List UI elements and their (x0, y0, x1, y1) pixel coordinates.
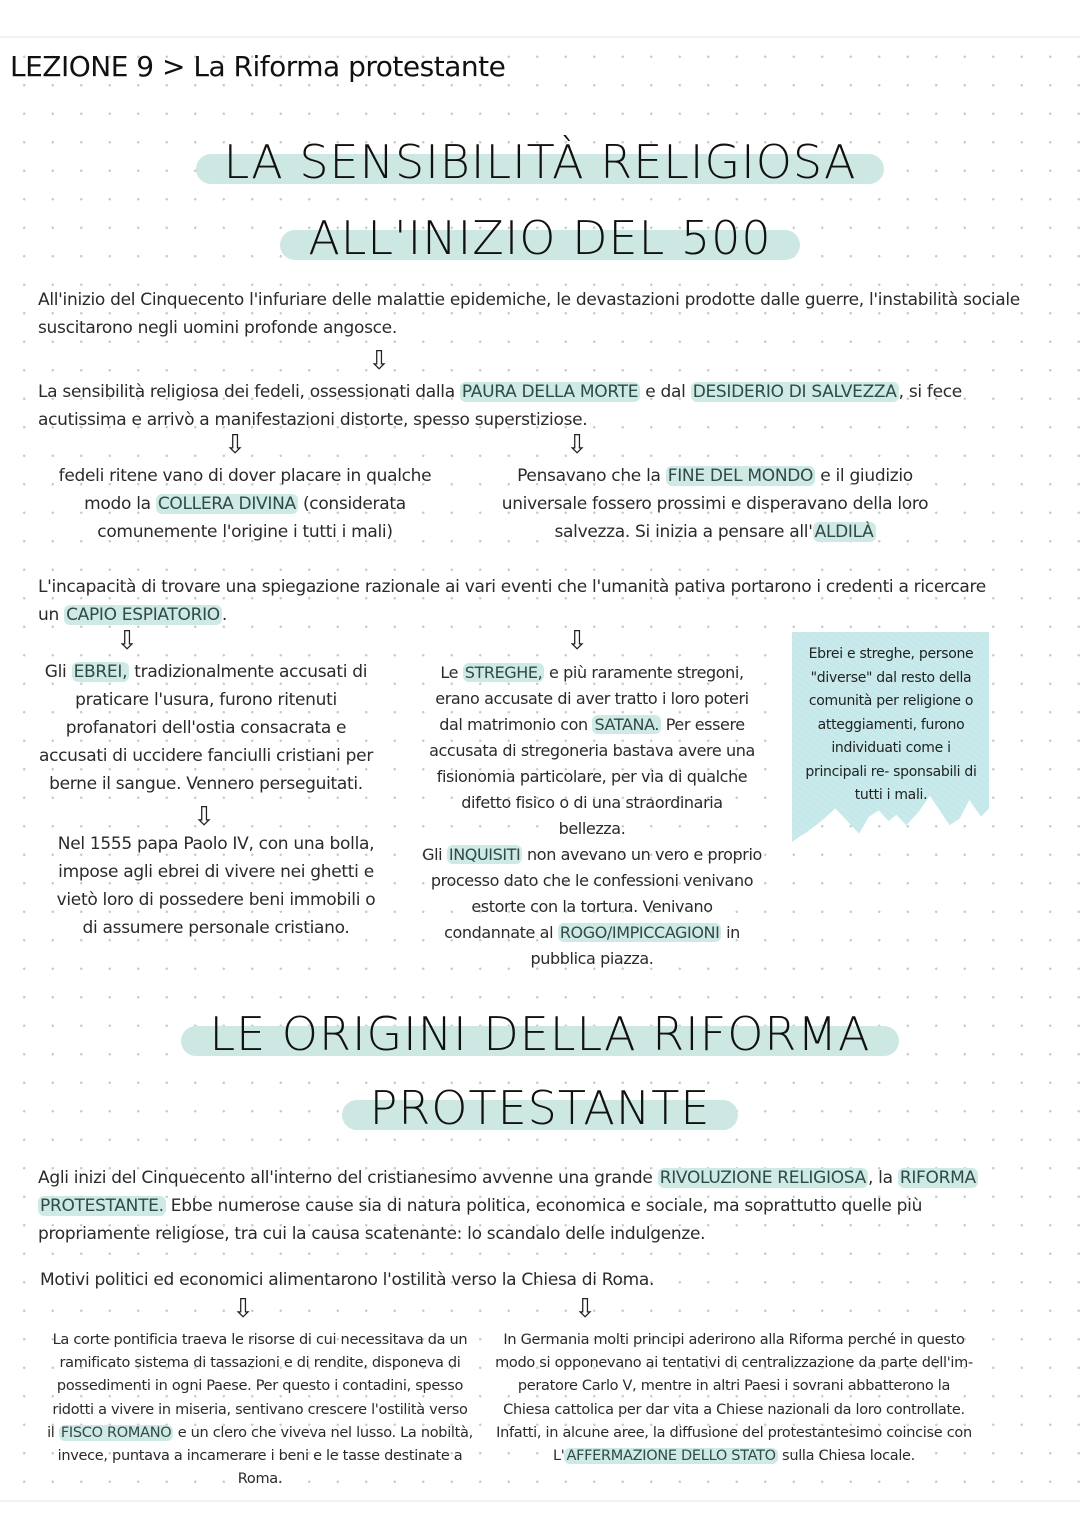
bull-line: di assumere personale cristiano. (82, 918, 350, 938)
right-branch-line3 (480, 518, 950, 546)
left-col-line: La corte pontificia traeva le risorse di cui necessitava da un (52, 1332, 468, 1348)
down-arrow-icon: ⇩ (566, 430, 588, 460)
right-col-line: modo si opponevano ai tentativi di centralizzazione da parte dell'im- (495, 1355, 973, 1372)
note-line: individuati come i (831, 740, 951, 756)
inquisiti-line (412, 842, 772, 868)
left-branch-line1: fedeli ritene vano di dover placare in qualche (58, 466, 432, 486)
highlight-paura-della-morte: PAURA DELLA MORTE (461, 382, 639, 402)
right-branch-line1 (480, 462, 950, 490)
reform-intro-paragraph (38, 1164, 1068, 1248)
witches-line1 (412, 660, 772, 686)
text: La sensibilità religiosa dei fedeli, ossessionati dalla (38, 382, 460, 402)
text: non avevano un vero e proprio (522, 845, 762, 864)
text: Ebbe numerose cause sia di natura politica, economica e sociale, ma soprattutto quelle più (165, 1196, 923, 1216)
text: e più raramente stregoni, (544, 663, 744, 682)
section2-title-line1-wrap (0, 1004, 1080, 1064)
intro-line2: suscitarono negli uomini profonde angosce. (38, 318, 397, 338)
text: Per essere (661, 715, 745, 734)
right-col-line: Infatti, in alcune aree, la diffusione del protestantesimo coincise con (496, 1424, 972, 1441)
reform-intro-line1 (38, 1164, 1068, 1192)
highlight-capro-espiatorio: CAPIO ESPIATORIO (66, 605, 220, 625)
right-col-line: Chiesa cattolica per dar vita a Chiese nazionali da loro controllate. (503, 1401, 965, 1418)
witches-line: difetto fisico o di una straordinaria (461, 793, 723, 812)
section1-title-line2-wrap (0, 208, 1080, 268)
highlight-streghe: STREGHE, (464, 663, 543, 682)
reform-intro-line2 (38, 1192, 1068, 1220)
down-arrow-icon: ⇩ (193, 802, 215, 832)
note-line: atteggiamenti, furono (817, 716, 965, 733)
witches-line3 (412, 712, 772, 738)
left-branch (40, 462, 450, 546)
sticky-note-text (796, 643, 986, 808)
note-line: principali re- sponsabili di (805, 763, 977, 780)
right-branch (480, 462, 950, 546)
bottom-bar (0, 1500, 1080, 1529)
highlight-fisco-romano: FISCO ROMANO (60, 1424, 172, 1441)
inquisiti-line: estorte con la tortura. Venivano (471, 897, 713, 916)
left-branch-line2 (40, 490, 450, 518)
section2-title-line2-wrap (0, 1078, 1080, 1138)
lesson-header: LEZIONE 9 > La Riforma protestante (10, 50, 506, 83)
section1-title-line1-wrap (0, 132, 1080, 192)
text: e il giudizio (815, 466, 913, 486)
witches-line: bellezza. (558, 819, 626, 838)
text: Pensavano che la (517, 466, 666, 486)
highlight-rogo-impiccagioni: ROGO/IMPICCAGIONI (559, 923, 720, 942)
text: e un clero che viveva nel lusso. La nobiltà, (173, 1424, 473, 1441)
motives-paragraph: Motivi politici ed economici alimentarono l'ostilità verso la Chiesa di Roma. (40, 1270, 655, 1290)
condemned-line-last: pubblica piazza. (530, 949, 654, 968)
highlight-fine-del-mondo: FINE DEL MONDO (667, 466, 814, 486)
right-col-last-line (484, 1445, 984, 1468)
left-col-fisco-line (34, 1422, 486, 1445)
text: sulla Chiesa locale. (777, 1448, 915, 1465)
highlight-affermazione-dello-stato: AFFERMAZIONE DELLO STATO (566, 1448, 776, 1465)
note-line: Ebrei e streghe, persone (808, 646, 974, 662)
down-arrow-icon: ⇩ (232, 1294, 254, 1324)
highlight-protestante: PROTESTANTE. (40, 1196, 164, 1216)
right-col-line: In Germania molti principi aderirono alla Riforma perché in questo (503, 1332, 965, 1348)
bull-line: vietò loro di possedere beni immobili o (56, 890, 376, 910)
text: tradizionalmente accusati di (129, 662, 368, 682)
text: , si fece (898, 382, 962, 402)
witches-line: fisionomia particolare, per via di qualche (436, 767, 748, 786)
note-line: tutti i mali. (854, 787, 928, 803)
down-arrow-icon: ⇩ (566, 626, 588, 656)
scapegoat-line1: L'incapacità di trovare una spiegazione razionale ai vari eventi che l'umanità pativa portarono i credenti a ricercare (38, 577, 986, 597)
left-col-line: invece, puntava a incamerare i beni e le tasse destinate a (57, 1448, 463, 1465)
left-col-line: possedimenti in ogni Paese. Per questo i contadini, spesso (56, 1378, 464, 1395)
section1-title-line2: ALL'INIZIO DEL 500 (298, 208, 781, 268)
reform-intro-line3: propriamente religiose, tra cui la causa scatenante: lo scandalo delle indulgenze. (38, 1224, 706, 1244)
condemned-line (412, 920, 772, 946)
left-col-line: Roma. (237, 1471, 283, 1488)
note-line: comunità per religione o (808, 693, 974, 709)
section2-title-line2: PROTESTANTE (360, 1078, 721, 1138)
highlight-inquisiti: INQUISITI (448, 845, 521, 864)
left-col-line: ramificato sistema di tassazioni e di rendite, disponeva di (59, 1355, 461, 1372)
highlight-desiderio-di-salvezza: DESIDERIO DI SALVEZZA (692, 382, 897, 402)
scapegoat-paragraph (38, 573, 1058, 629)
right-col-line: peratore Carlo V, mentre in altri Paesi i sovrani abbatterono la (517, 1378, 951, 1395)
jews-line: profanatori dell'ostia consacrata e (65, 718, 347, 738)
papal-bull-paragraph (36, 830, 396, 942)
text: salvezza. Si inizia a pensare all' (554, 522, 813, 542)
text: in (721, 923, 740, 942)
section1-title-line1: LA SENSIBILITÀ RELIGIOSA (214, 132, 867, 192)
down-arrow-icon: ⇩ (116, 626, 138, 656)
text: il (47, 1424, 59, 1441)
intro-line1: All'inizio del Cinquecento l'infuriare delle malattie epidemiche, le devastazioni prodotte dalle guerre, l'instabilità sociale (38, 290, 1020, 310)
down-arrow-icon: ⇩ (224, 430, 246, 460)
text: Gli (422, 845, 447, 864)
text: Agli inizi del Cinquecento all'interno del cristianesimo avvenne una grande (38, 1168, 658, 1188)
highlight-satana: SATANA. (594, 715, 660, 734)
section2-title-line1: LE ORIGINI DELLA RIFORMA (199, 1004, 880, 1064)
jews-line: praticare l'usura, furono ritenuti (75, 690, 337, 710)
witches-column (412, 660, 772, 972)
intro-paragraph (38, 286, 1058, 342)
text: condannate al (444, 923, 558, 942)
left-col-line: ridotti a vivere in miseria, sentivano crescere l'ostilità verso (52, 1401, 468, 1418)
left-column-papal-court (34, 1329, 486, 1491)
left-branch-line3: comunemente l'origine i tutti i mali) (97, 522, 393, 542)
note-line: "diverse" dal resto della (810, 669, 972, 686)
bull-line: impose agli ebrei di vivere nei ghetti e (58, 862, 374, 882)
bull-line: Nel 1555 papa Paolo IV, con una bolla, (57, 834, 375, 854)
highlight-aldila: ALDILÀ (814, 522, 874, 542)
down-arrow-icon: ⇩ (574, 1294, 596, 1324)
jews-line: accusati di uccidere fanciulli cristiani per (38, 746, 374, 766)
text: L' (552, 1448, 565, 1465)
down-arrow-icon: ⇩ (368, 346, 390, 376)
text: Le (440, 663, 463, 682)
witches-line2: erano accusate di aver tratto i loro poteri (435, 689, 749, 708)
sensibility-line1 (38, 378, 1058, 406)
text: e dal (640, 382, 691, 402)
right-column-germany (484, 1329, 984, 1468)
top-bar (0, 0, 1080, 38)
text: . (221, 605, 227, 625)
jews-line1 (26, 658, 386, 686)
jews-line: berne il sangue. Vennero perseguitati. (49, 774, 363, 794)
sensibility-paragraph (38, 378, 1058, 434)
text: dal matrimonio con (439, 715, 593, 734)
witches-line: accusata di stregoneria bastava avere una (429, 741, 755, 760)
sensibility-line2: acutissima e arrivò a manifestazioni distorte, spesso superstiziose. (38, 410, 588, 430)
text: (considerata (297, 494, 406, 514)
text: un (38, 605, 65, 625)
highlight-rivoluzione-religiosa: RIVOLUZIONE RELIGIOSA (659, 1168, 866, 1188)
jews-column (26, 658, 386, 798)
text: , la (867, 1168, 898, 1188)
scapegoat-line2 (38, 601, 1058, 629)
inquisiti-line: processo dato che le confessioni venivano (430, 871, 754, 890)
text: Gli (44, 662, 72, 682)
text: modo la (84, 494, 156, 514)
highlight-collera-divina: COLLERA DIVINA (157, 494, 296, 514)
highlight-ebrei: EBREI, (73, 662, 128, 682)
highlight-riforma: RIFORMA (899, 1168, 976, 1188)
right-branch-line2: universale fossero prossimi e disperavano della loro (501, 494, 929, 514)
